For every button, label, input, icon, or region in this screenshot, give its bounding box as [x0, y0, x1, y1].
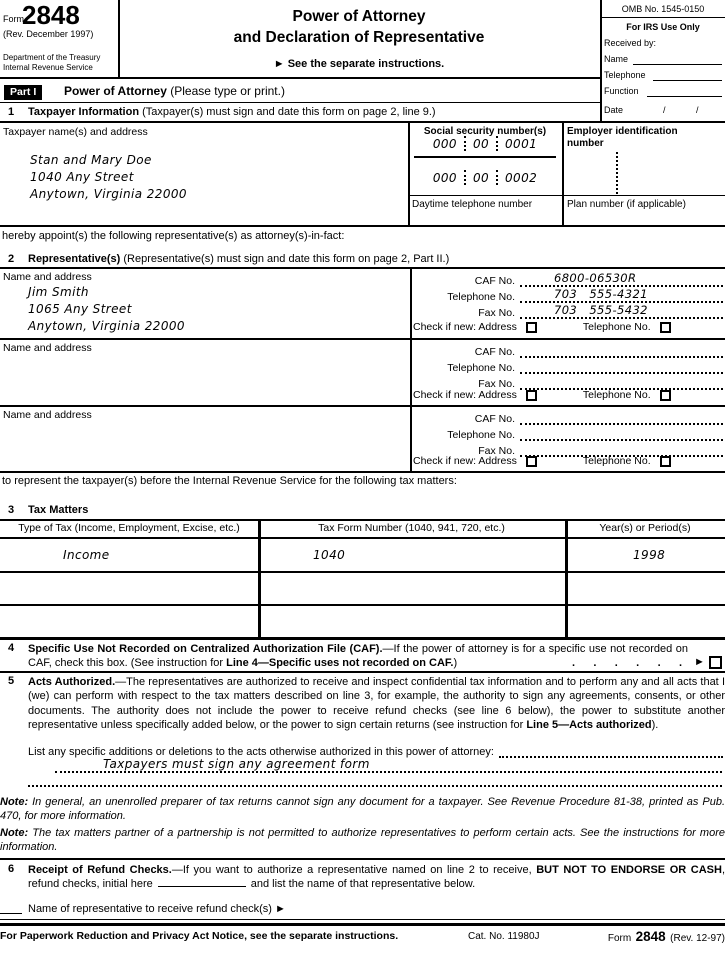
divider — [0, 77, 600, 79]
divider — [496, 170, 498, 185]
rep2-caf-row — [413, 343, 723, 358]
divider — [496, 136, 498, 151]
line2-heading — [28, 253, 449, 265]
divider — [0, 637, 725, 640]
rep1-caf-label: CAF No. — [474, 275, 515, 287]
line5-entry-field[interactable] — [499, 746, 723, 758]
note-tax-matters-partner — [0, 826, 725, 855]
divider — [601, 17, 725, 18]
date-slash-1: / — [663, 105, 666, 115]
rep3-new-telephone-checkbox[interactable] — [660, 456, 671, 467]
rep1-telephone-row — [413, 288, 723, 303]
rep1-fax-row — [413, 304, 723, 319]
rep1-new-address-checkbox[interactable] — [526, 322, 537, 333]
date-slash-2: / — [696, 105, 699, 115]
rep1-check-phone-label: Telephone No. — [582, 321, 651, 333]
divider — [408, 123, 410, 225]
footer-form-revision: (Rev. 12-97) — [670, 933, 725, 944]
appoint-text: hereby appoint(s) the following representative(s) as attorney(s)-in-fact: — [2, 230, 345, 242]
ein-field[interactable] — [616, 152, 618, 194]
received-by-label: Received by: — [604, 38, 657, 48]
paperwork-notice: For Paperwork Reduction and Privacy Act Notice, see the separate instructions. — [0, 930, 399, 942]
taxpayer-name-value[interactable]: Stan and Mary Doe — [30, 153, 152, 167]
rep3-telephone-label: Telephone No. — [447, 429, 515, 441]
line4-closing-paren: ) — [453, 657, 458, 670]
line6-bold-endorse: BUT NOT TO ENDORSE OR CASH — [536, 864, 722, 876]
tax-row1-years[interactable]: 1998 — [633, 548, 666, 562]
rep3-caf-label: CAF No. — [474, 413, 515, 425]
rep1-street-value[interactable]: 1065 Any Street — [28, 302, 132, 316]
note2-label: Note: — [0, 827, 29, 839]
rep3-telephone-row — [413, 426, 723, 441]
taxpayer-street-value[interactable]: 1040 Any Street — [30, 170, 134, 184]
divider — [0, 121, 725, 123]
divider — [0, 571, 725, 573]
irs-use-only-title: For IRS Use Only — [626, 22, 700, 32]
form-title-line1: Power of Attorney — [292, 8, 426, 25]
tax-row1-type[interactable]: Income — [63, 548, 110, 562]
divider — [0, 858, 725, 860]
rep1-new-telephone-checkbox[interactable] — [660, 322, 671, 333]
rep2-telephone-row — [413, 359, 723, 374]
divider — [0, 405, 725, 407]
form-word: Form — [3, 14, 24, 24]
divider — [464, 136, 466, 151]
rep3-fax-label: Fax No. — [478, 445, 515, 457]
rep1-check-new-label: Check if new: Address — [413, 321, 517, 333]
line3-title: Tax Matters — [28, 504, 89, 516]
line5-closing-paren: ). — [651, 719, 659, 732]
tax-table-col1-header: Type of Tax (Income, Employment, Excise, etc.) — [18, 522, 240, 534]
rep3-caf-field[interactable] — [520, 410, 723, 425]
irs-name-label: Name — [604, 54, 629, 64]
rep2-check-row — [413, 389, 723, 401]
represent-text: to represent the taxpayer(s) before the Internal Revenue Service for the following tax matters: — [2, 475, 457, 487]
rep1-fax-value: 703 555-5432 — [554, 303, 648, 317]
tax-row1-form[interactable]: 1040 — [313, 548, 346, 562]
irs-telephone-label: Telephone — [604, 70, 646, 80]
rep3-telephone-field[interactable] — [520, 426, 723, 441]
line5-list-label: List any specific additions or deletions to the acts otherwise authorized in this power of attorney: — [28, 746, 494, 758]
rep1-telephone-field[interactable] — [520, 288, 723, 303]
ssn1-area: 000 — [432, 136, 457, 151]
line4-number: 4 — [8, 642, 15, 654]
note1-text: In general, an unenrolled preparer of tax returns cannot sign any document for a taxpayer. See Revenue Procedure 81-38, printed as Pub. 470, for more information. — [0, 796, 725, 823]
rep1-caf-value: 6800-06530R — [554, 271, 637, 285]
divider — [0, 102, 600, 103]
divider — [0, 923, 725, 926]
part1-badge — [4, 82, 42, 100]
ssn-field-1[interactable] — [412, 136, 558, 151]
divider — [258, 519, 261, 637]
line6-body-text-2: , refund checks, initial here — [28, 864, 725, 891]
line5-text — [28, 675, 725, 733]
note1-label: Note: — [0, 796, 29, 808]
rep2-fax-label: Fax No. — [478, 378, 515, 390]
line2-number: 2 — [8, 253, 15, 265]
irs-function-label: Function — [604, 86, 639, 96]
footer-form-word: Form — [607, 933, 632, 944]
divider — [0, 338, 725, 340]
note2-text: The tax matters partner of a partnership is not permitted to authorize representatives to perform certain acts. See the instructions for more information. — [0, 827, 725, 854]
line6-bold-heading: Receipt of Refund Checks. — [28, 864, 172, 876]
ssn2-serial: 0002 — [505, 170, 538, 185]
rep1-city-value[interactable]: Anytown, Virginia 22000 — [28, 319, 185, 333]
ssn2-group: 00 — [472, 170, 490, 185]
department-line: Department of the Treasury — [3, 53, 101, 62]
part1-badge-label: Part I — [4, 85, 42, 100]
rep3-check-row — [413, 455, 723, 467]
footer-form-number: 2848 — [635, 929, 666, 944]
divider — [565, 519, 568, 637]
ssn1-group: 00 — [472, 136, 490, 151]
note-unenrolled-preparer — [0, 795, 725, 824]
line5-body-text: —The representatives are authorized to receive and inspect confidential tax information and to perform any and all acts that I (we) can perform with respect to the tax matters described on line 3, for example, the authority to sign any agreements, consents, or other documents. The authority does not include the power to receive refund checks (see line 6 below), the power to substitute another representative unless specifically added below, or the power to sign certain returns (see instruction for — [28, 676, 725, 732]
ssn2-area: 000 — [432, 170, 457, 185]
line4-dot-leader: . . . . . . — [572, 657, 683, 669]
rep1-caf-row — [413, 272, 723, 287]
rep3-check-phone-label: Telephone No. — [582, 455, 651, 467]
divider — [0, 225, 725, 227]
rep3-check-new-label: Check if new: Address — [413, 455, 517, 467]
divider — [0, 519, 725, 521]
footer-form-id — [608, 928, 725, 946]
irs-name-field[interactable] — [633, 64, 722, 65]
rep2-name-address-label: Name and address — [3, 342, 92, 354]
initial-here-field[interactable] — [158, 877, 246, 887]
omb-number: OMB No. 1545-0150 — [621, 4, 705, 14]
divider — [414, 156, 556, 158]
rep2-check-phone-label: Telephone No. — [582, 389, 651, 401]
rep2-new-telephone-checkbox[interactable] — [660, 390, 671, 401]
divider — [0, 471, 725, 473]
plan-number-label: Plan number (if applicable) — [567, 199, 686, 210]
part1-title-line — [64, 84, 285, 98]
ssn-field-2[interactable] — [412, 170, 558, 185]
part1-title: Power of Attorney — [64, 84, 167, 98]
divider — [0, 604, 725, 606]
line2-hint: (Representative(s) must sign and date this form on page 2, Part II.) — [123, 253, 450, 265]
arrow-right-icon: ► — [694, 656, 705, 668]
divider — [464, 170, 466, 185]
rep1-fax-label: Fax No. — [478, 307, 515, 319]
form-title-line2: and Declaration of Representative — [233, 29, 485, 46]
line2-title: Representative(s) — [28, 253, 121, 265]
divider — [0, 913, 22, 914]
line1-hint: (Taxpayer(s) must sign and date this form on page 2, line 9.) — [142, 106, 436, 118]
line4-body-text: —If the power of attorney is for a specific use not recorded on CAF, check this box. (See instruction for — [28, 643, 689, 670]
catalog-number: Cat. No. 11980J — [468, 931, 540, 942]
line5-bold-heading: Acts Authorized. — [28, 676, 116, 688]
rep2-telephone-field[interactable] — [520, 359, 723, 374]
rep2-caf-field[interactable] — [520, 343, 723, 358]
line6-number: 6 — [8, 863, 15, 875]
refund-rep-name-label: Name of representative to receive refund check(s) ► — [28, 903, 286, 915]
refund-rep-name-field[interactable] — [0, 919, 725, 920]
irs-function-field[interactable] — [647, 96, 722, 97]
irs-date-label: Date — [604, 105, 624, 115]
line6-body-text-1: —If you want to authorize a representative named on line 2 to receive, — [171, 864, 537, 876]
divider — [562, 123, 564, 225]
ein-label: Employer identification number — [567, 126, 678, 149]
rep3-caf-row — [413, 410, 723, 425]
rep1-name-address-label: Name and address — [3, 271, 92, 283]
form-number: 2848 — [22, 0, 80, 30]
rep2-fax-field[interactable] — [520, 375, 723, 390]
line5-entry-line-1[interactable] — [55, 771, 722, 773]
form-label — [3, 9, 24, 27]
irs-telephone-field[interactable] — [653, 80, 722, 81]
divider — [0, 671, 725, 673]
line5-entry-value[interactable]: Taxpayers must sign any agreement form — [103, 757, 370, 771]
divider — [0, 267, 725, 269]
divider — [118, 0, 120, 78]
line1-number: 1 — [8, 106, 15, 118]
tax-table-col2-header: Tax Form Number (1040, 941, 720, etc.) — [318, 522, 505, 534]
divider — [0, 537, 725, 539]
line6-text — [28, 863, 725, 892]
rep1-telephone-label: Telephone No. — [447, 291, 515, 303]
form-revision: (Rev. December 1997) — [3, 29, 94, 39]
rep2-new-address-checkbox[interactable] — [526, 390, 537, 401]
part1-hint: (Please type or print.) — [170, 84, 285, 98]
rep2-check-new-label: Check if new: Address — [413, 389, 517, 401]
rep2-telephone-label: Telephone No. — [447, 362, 515, 374]
see-instructions-note: ► See the separate instructions. — [273, 58, 445, 70]
rep1-telephone-value: 703 555-4321 — [554, 287, 648, 301]
taxpayer-city-value[interactable]: Anytown, Virginia 22000 — [30, 187, 187, 201]
rep1-fax-field[interactable] — [520, 304, 723, 319]
rep2-fax-row — [413, 375, 723, 390]
tax-table-col3-header: Year(s) or Period(s) — [599, 522, 691, 534]
divider — [410, 267, 412, 471]
line5-bold-reference: Line 5—Acts authorized — [526, 719, 652, 732]
ssn1-serial: 0001 — [505, 136, 538, 151]
line5-number: 5 — [8, 675, 15, 687]
line5-entry-line-2[interactable] — [28, 785, 722, 787]
rep1-name-value[interactable]: Jim Smith — [28, 285, 89, 299]
rep2-caf-label: CAF No. — [474, 346, 515, 358]
specific-use-checkbox[interactable] — [709, 656, 722, 669]
daytime-telephone-label: Daytime telephone number — [412, 199, 533, 210]
divider — [408, 195, 725, 196]
line1-heading — [28, 106, 436, 118]
rep3-new-address-checkbox[interactable] — [526, 456, 537, 467]
taxpayer-name-address-label: Taxpayer name(s) and address — [3, 126, 148, 138]
line3-number: 3 — [8, 504, 15, 516]
line4-bold-reference: Line 4—Specific uses not recorded on CAF. — [226, 657, 454, 670]
divider — [600, 0, 602, 122]
line1-title: Taxpayer Information — [28, 106, 140, 118]
line4-bold-heading: Specific Use Not Recorded on Centralized Authorization File (CAF). — [28, 643, 383, 655]
line6-body-text-3: and list the name of that representative below. — [250, 878, 476, 891]
rep1-check-row — [413, 321, 723, 333]
rep1-caf-field[interactable] — [520, 272, 723, 287]
rep3-name-address-label: Name and address — [3, 409, 92, 421]
ssn-label: Social security number(s) — [423, 126, 547, 137]
agency-line: Internal Revenue Service — [3, 63, 93, 72]
